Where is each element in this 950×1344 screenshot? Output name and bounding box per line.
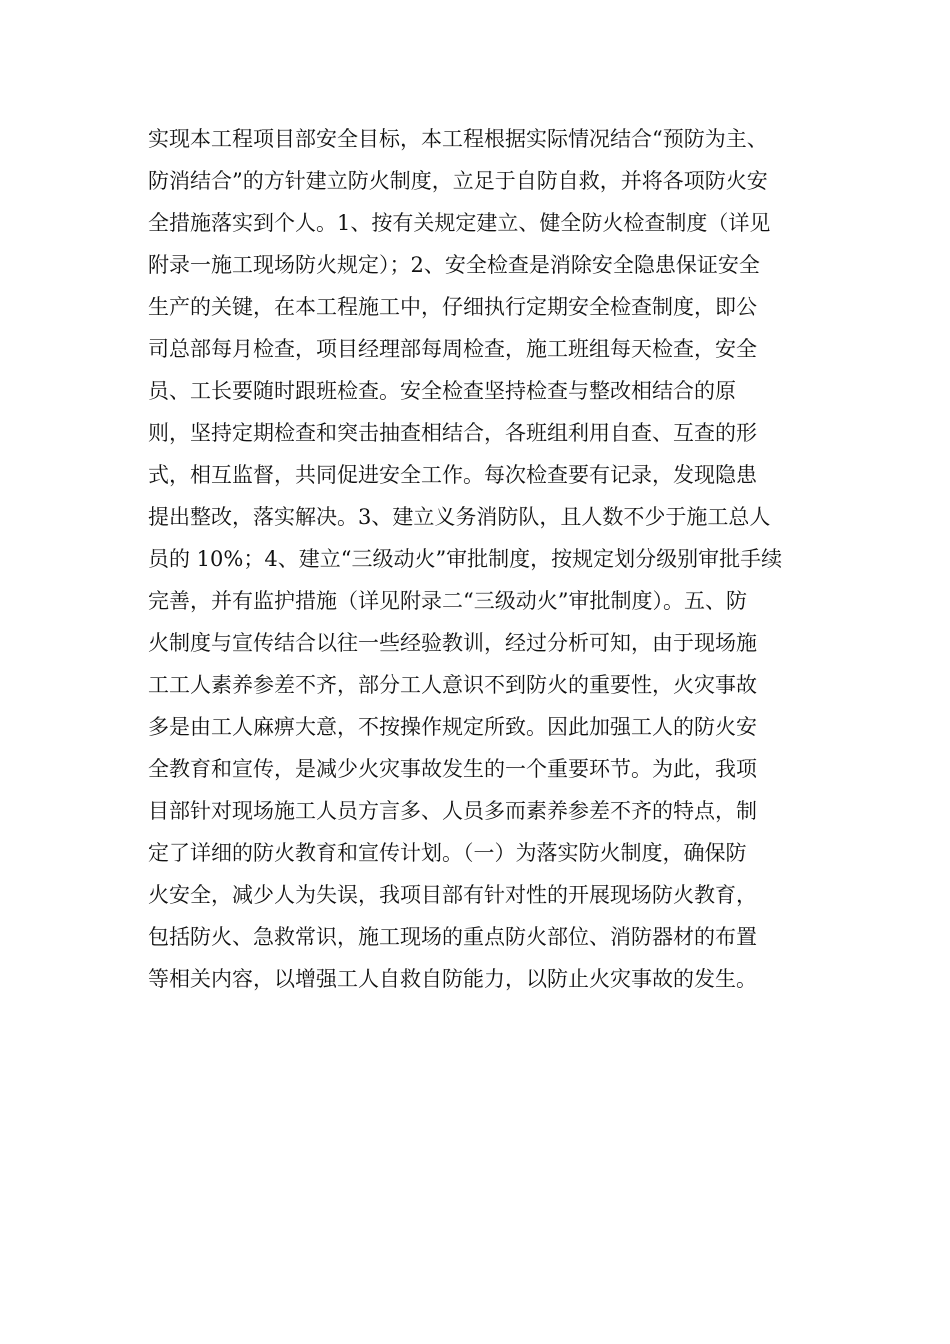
text-line: 员的 10%；4、建立“三级动火”审批制度，按规定划分级别审批手续 bbox=[148, 547, 783, 571]
text-line: 全措施落实到个人。1、按有关规定建立、健全防火检查制度（详见 bbox=[148, 211, 771, 235]
text-line: 工工人素养参差不齐，部分工人意识不到防火的重要性，火灾事故 bbox=[148, 673, 757, 697]
text-line: 生产的关键，在本工程施工中，仔细执行定期安全检查制度，即公 bbox=[148, 295, 757, 319]
text-line: 提出整改，落实解决。3、建立义务消防队，且人数不少于施工总人 bbox=[148, 505, 771, 529]
text-line: 目部针对现场施工人员方言多、人员多而素养参差不齐的特点，制 bbox=[148, 799, 757, 823]
text-line: 等相关内容，以增强工人自救自防能力，以防止火灾事故的发生。 bbox=[148, 967, 757, 991]
text-line: 包括防火、急救常识，施工现场的重点防火部位、消防器材的布置 bbox=[148, 925, 757, 949]
text-line: 全教育和宣传，是减少火灾事故发生的一个重要环节。为此，我项 bbox=[148, 757, 757, 781]
body-paragraph bbox=[148, 118, 818, 1000]
text-line: 定了详细的防火教育和宣传计划。（一）为落实防火制度，确保防 bbox=[148, 841, 747, 865]
text-line: 多是由工人麻痹大意，不按操作规定所致。因此加强工人的防火安 bbox=[148, 715, 757, 739]
text-line: 防消结合”的方针建立防火制度，立足于自防自救，并将各项防火安 bbox=[148, 169, 768, 193]
text-line: 完善，并有监护措施（详见附录二“三级动火”审批制度）。五、防 bbox=[148, 589, 747, 613]
text-line: 员、工长要随时跟班检查。安全检查坚持检查与整改相结合的原 bbox=[148, 379, 736, 403]
text-line: 司总部每月检查，项目经理部每周检查，施工班组每天检查，安全 bbox=[148, 337, 757, 361]
text-line: 附录一施工现场防火规定）；2、安全检查是消除安全隐患保证安全 bbox=[148, 253, 760, 277]
text-line: 火制度与宣传结合以往一些经验教训，经过分析可知，由于现场施 bbox=[148, 631, 757, 655]
text-line: 火安全，减少人为失误，我项目部有针对性的开展现场防火教育， bbox=[148, 883, 757, 907]
text-line: 实现本工程项目部安全目标，本工程根据实际情况结合“预防为主、 bbox=[148, 127, 768, 151]
text-line: 式，相互监督，共同促进安全工作。每次检查要有记录，发现隐患 bbox=[148, 463, 757, 487]
text-line: 则，坚持定期检查和突击抽查相结合，各班组利用自查、互查的形 bbox=[148, 421, 757, 445]
